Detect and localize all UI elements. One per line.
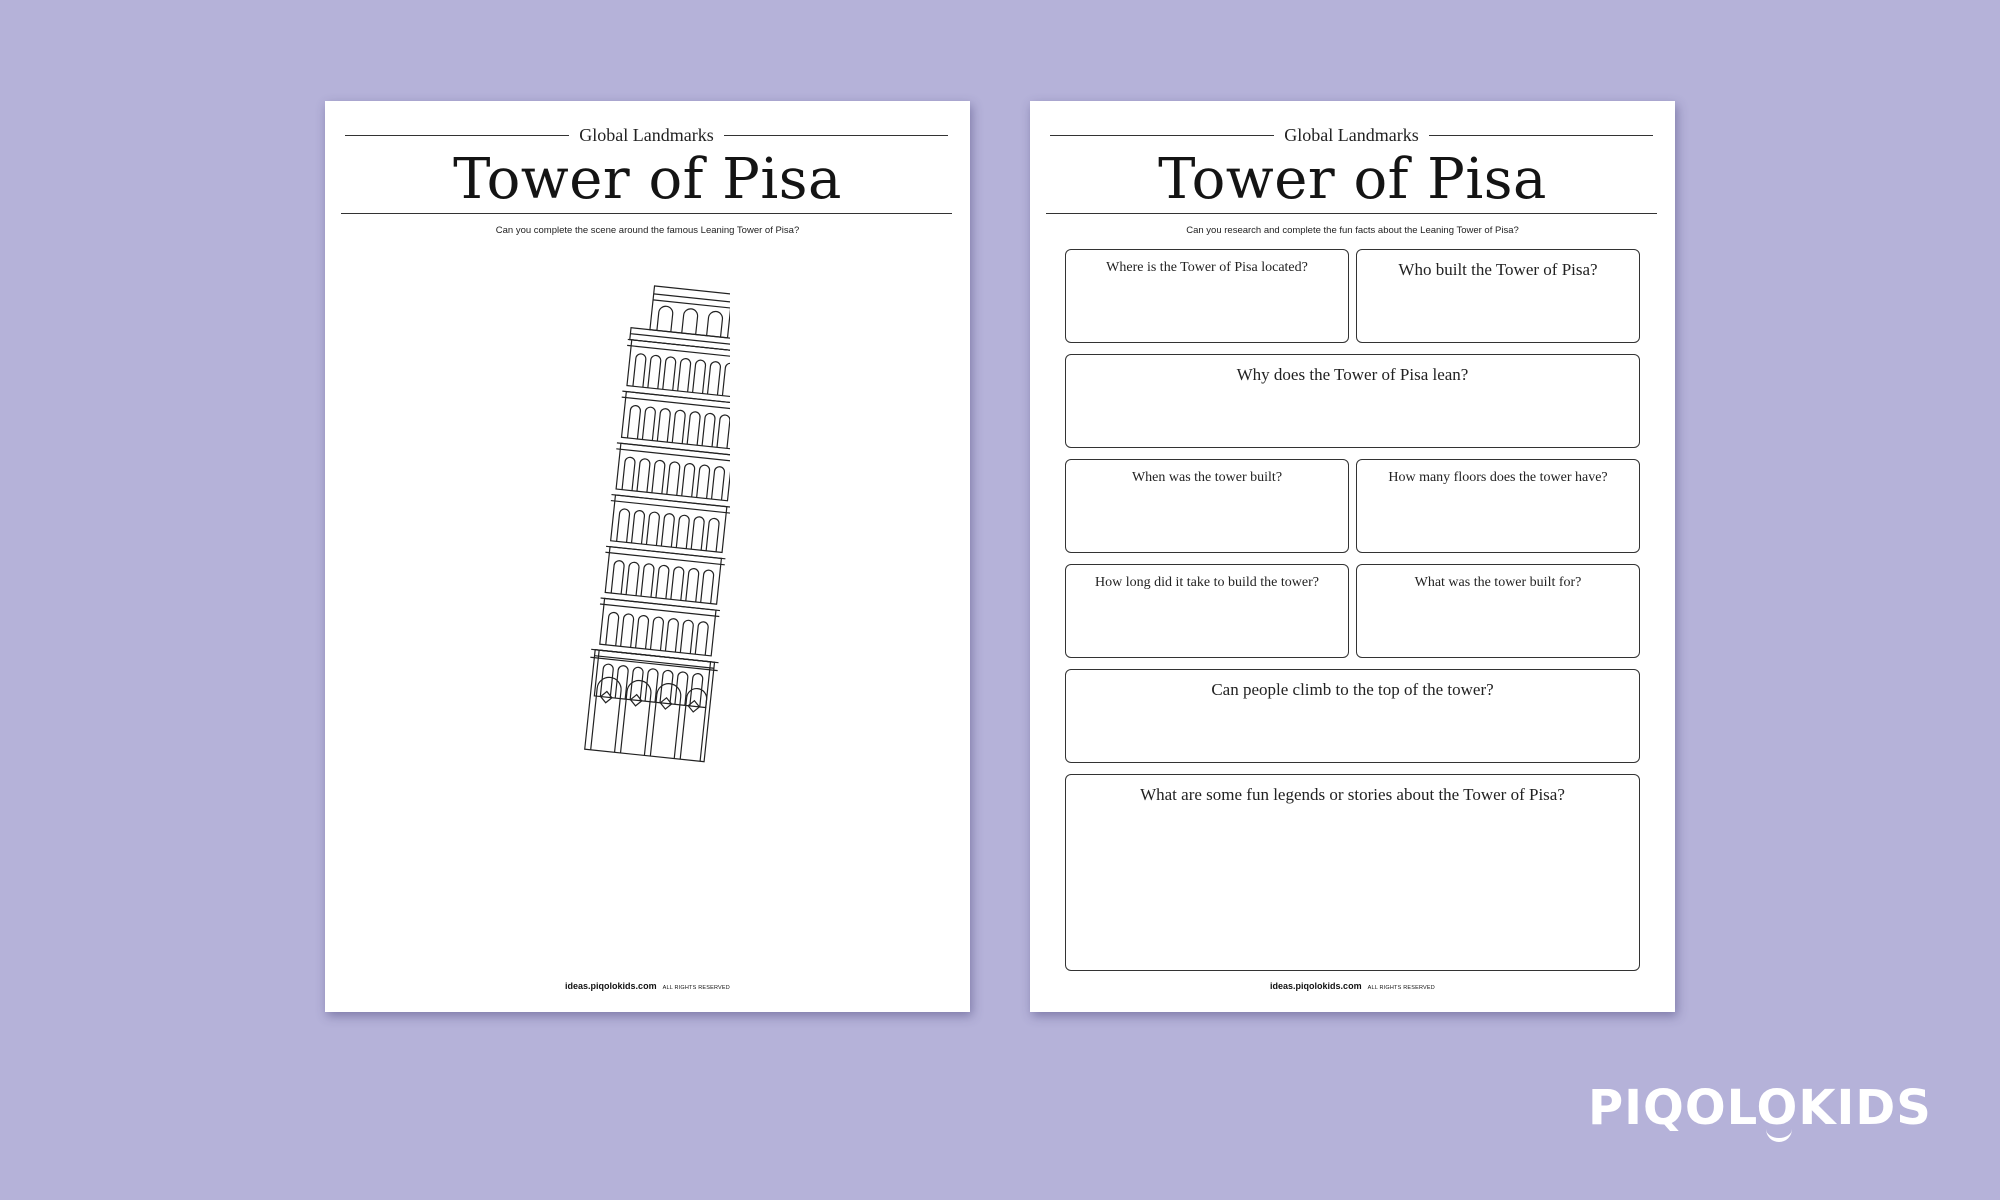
kicker-label: Global Landmarks (1284, 124, 1419, 145)
answer-box-build-duration[interactable]: How long did it take to build the tower? (1065, 564, 1349, 658)
footer (325, 981, 970, 991)
page-title: Tower of Pisa (453, 147, 842, 212)
instruction-text: Can you complete the scene around the famous Leaning Tower of Pisa? (495, 225, 800, 236)
worksheet-fun-facts-page (1030, 101, 1675, 1012)
answer-box-floors[interactable]: How many floors does the tower have? (1356, 459, 1640, 553)
divider (1046, 213, 1657, 214)
leaning-tower-illustration (550, 279, 730, 774)
footer-rights: ALL RIGHTS RESERVED (662, 985, 730, 991)
brand-logo (1588, 1080, 1948, 1136)
divider (1429, 135, 1653, 136)
divider (345, 135, 569, 136)
footer-rights: ALL RIGHTS RESERVED (1367, 985, 1435, 991)
kicker-label: Global Landmarks (579, 124, 714, 145)
kicker-row (345, 123, 948, 147)
divider (341, 213, 952, 214)
answer-box-when-built[interactable]: When was the tower built? (1065, 459, 1349, 553)
answer-box-builder[interactable]: Who built the Tower of Pisa? (1356, 249, 1640, 343)
answer-box-why-lean[interactable]: Why does the Tower of Pisa lean? (1065, 354, 1640, 448)
divider (724, 135, 948, 136)
divider (1050, 135, 1274, 136)
answer-box-location[interactable]: Where is the Tower of Pisa located? (1065, 249, 1349, 343)
worksheet-coloring-page (325, 101, 970, 1012)
answer-box-climb[interactable]: Can people climb to the top of the tower? (1065, 669, 1640, 763)
kicker-row (1050, 123, 1653, 147)
instruction-text: Can you research and complete the fun facts about the Leaning Tower of Pisa? (1186, 225, 1519, 236)
page-title: Tower of Pisa (1158, 147, 1547, 212)
answer-box-legends[interactable]: What are some fun legends or stories about the Tower of Pisa? (1065, 774, 1640, 971)
smile-icon (1766, 1128, 1792, 1142)
footer (1030, 981, 1675, 991)
answer-box-purpose[interactable]: What was the tower built for? (1356, 564, 1640, 658)
footer-site: ideas.piqolokids.com (565, 981, 657, 991)
footer-site: ideas.piqolokids.com (1270, 981, 1362, 991)
brand-logo-text: PIQOLOKIDS (1588, 1080, 1932, 1136)
